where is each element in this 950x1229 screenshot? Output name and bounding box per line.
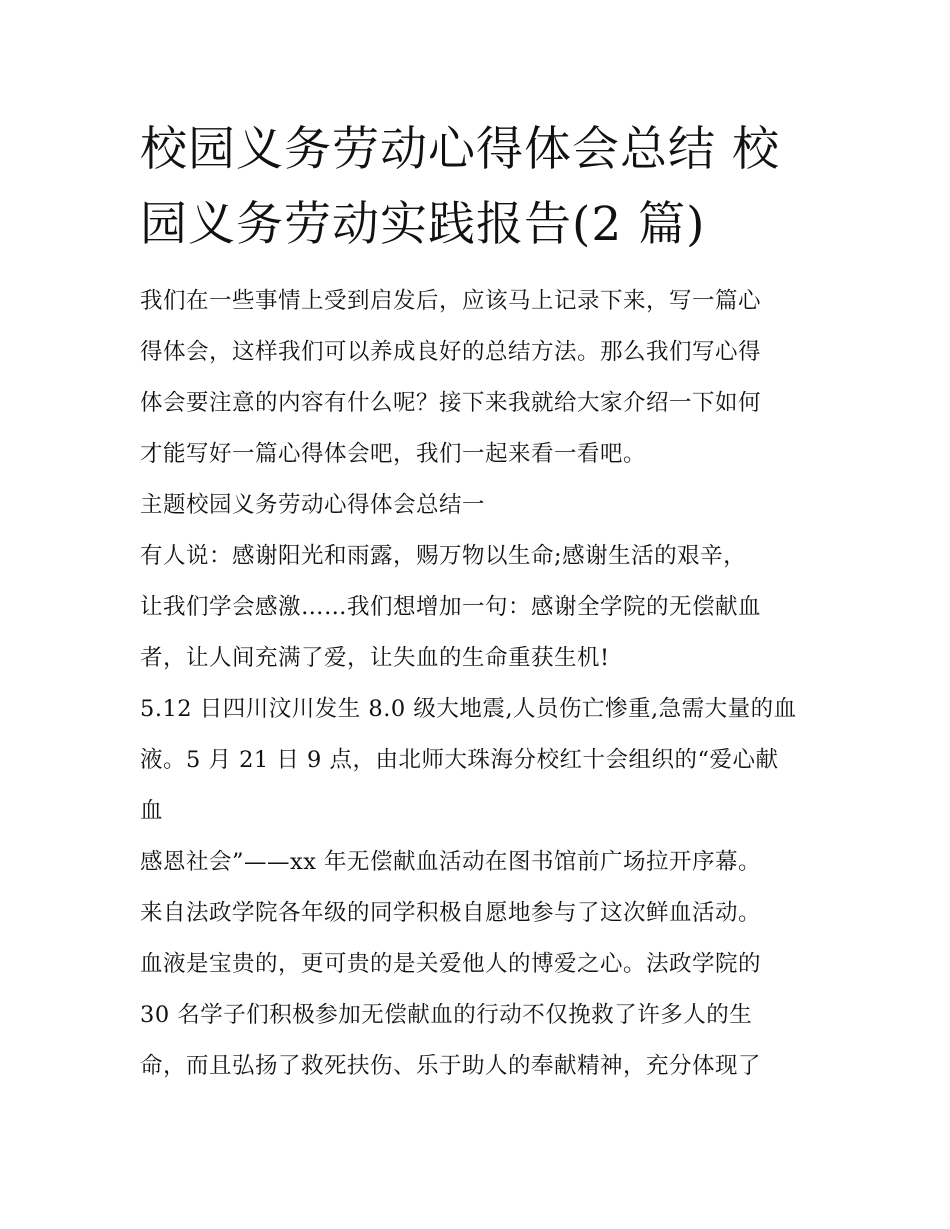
title-line-2: 园义务劳动实践报告(2 篇) [140, 197, 706, 252]
title-line-1: 校园义务劳动心得体会总结 校 [140, 122, 780, 177]
intro-line-4: 才能写好一篇心得体会吧，我们一起来看一看吧。 [140, 441, 647, 467]
body-line-4: 5.12 日四川汶川发生 8.0 级大地震,人员伤亡惨重,急需大量的血 [140, 696, 797, 722]
body-line-10: 30 名学子们积极参加无偿献血的行动不仅挽救了许多人的生 [140, 1002, 753, 1028]
body-line-8: 来自法政学院各年级的同学积极自愿地参与了这次鲜血活动。 [140, 900, 762, 926]
document-title [140, 112, 820, 262]
body-line-9: 血液是宝贵的，更可贵的是关爱他人的博爱之心。法政学院的 [140, 951, 762, 977]
body-line-11: 命，而且弘扬了救死扶伤、乐于助人的奉献精神，充分体现了 [140, 1053, 762, 1079]
section-heading: 主题校园义务劳动心得体会总结一 [140, 492, 486, 518]
body-line-5: 液。5 月 21 日 9 点，由北师大珠海分校红十会组织的“爱心献 [140, 747, 779, 773]
document-body [140, 276, 830, 1092]
body-line-1: 有人说：感谢阳光和雨露，赐万物以生命;感谢生活的艰辛， [140, 543, 747, 569]
body-line-6: 血 [140, 798, 164, 824]
body-line-7: 感恩社会”——xx 年无偿献血活动在图书馆前广场拉开序幕。 [140, 849, 762, 875]
intro-line-2: 得体会，这样我们可以养成良好的总结方法。那么我们写心得 [140, 339, 762, 365]
intro-line-3: 体会要注意的内容有什么呢？接下来我就给大家介绍一下如何 [140, 390, 762, 416]
body-line-3: 者，让人间充满了爱，让失血的生命重获生机! [140, 645, 610, 671]
body-line-2: 让我们学会感激……我们想增加一句：感谢全学院的无偿献血 [140, 594, 762, 620]
intro-line-1: 我们在一些事情上受到启发后，应该马上记录下来，写一篇心 [140, 288, 762, 314]
